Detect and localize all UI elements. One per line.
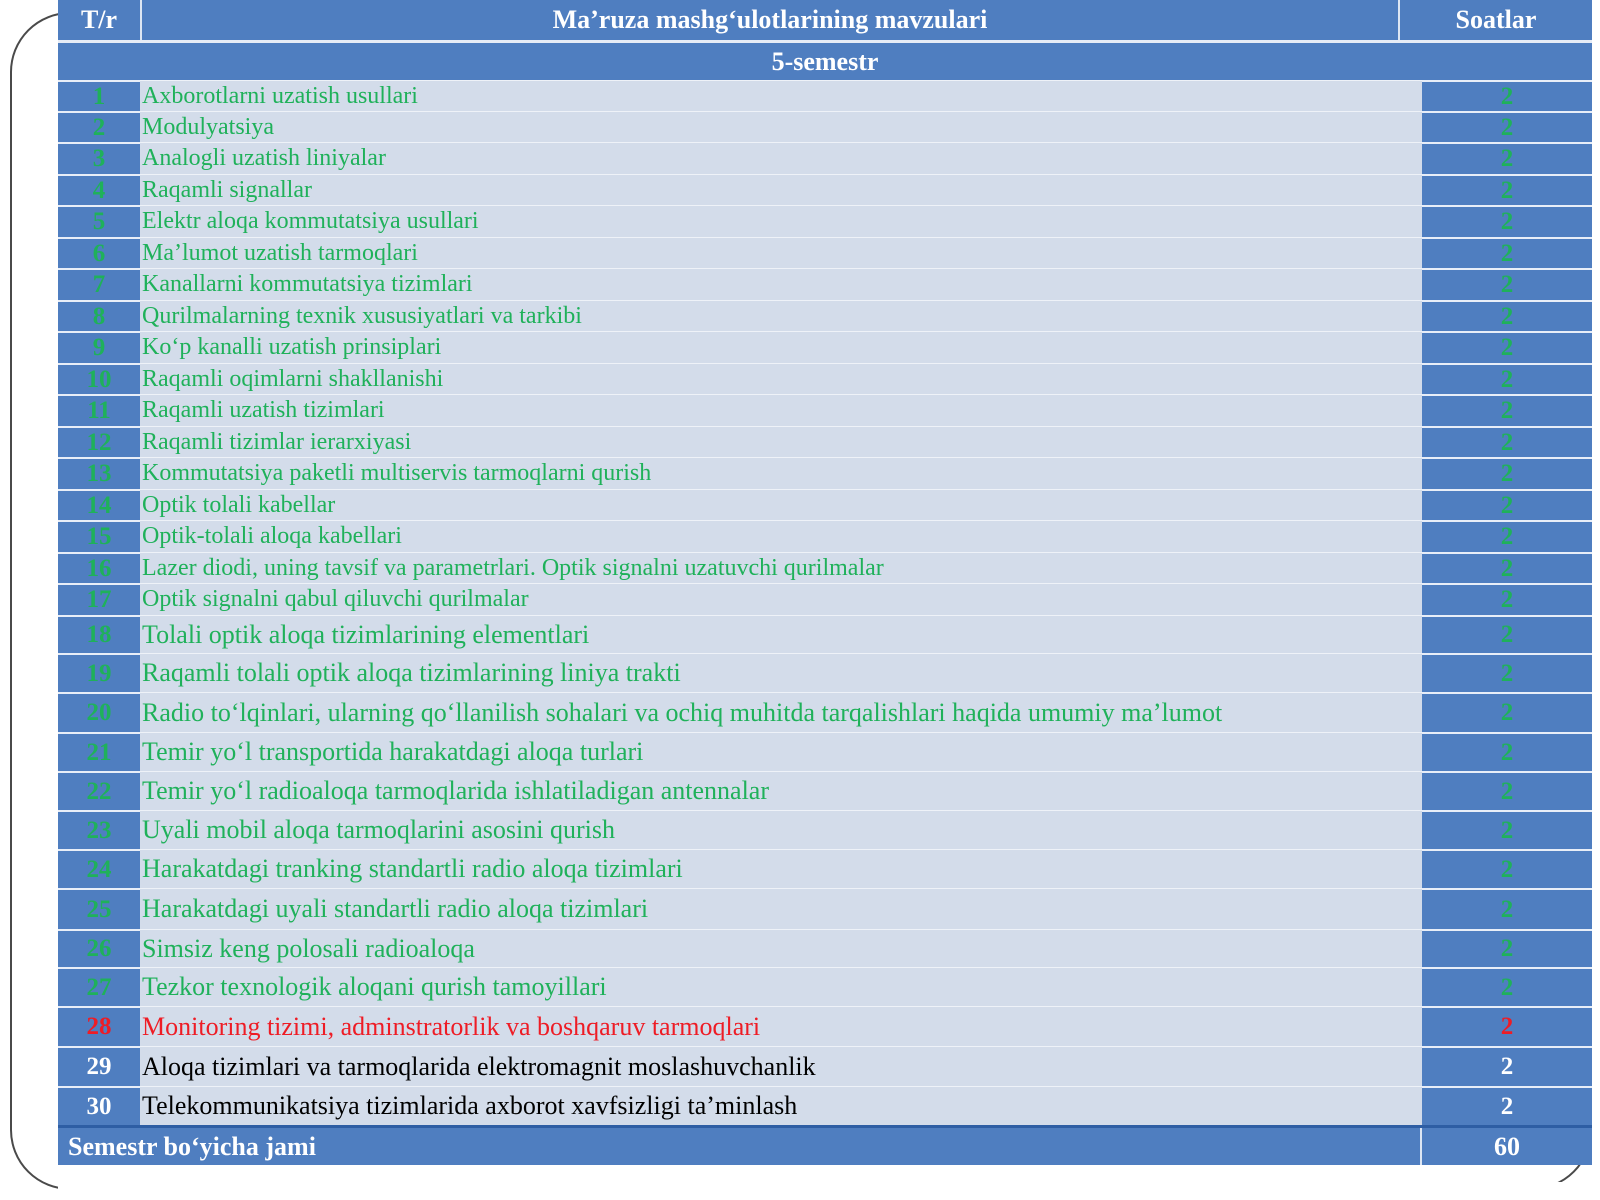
row-hours: 2: [1422, 331, 1592, 363]
row-gap: [1410, 426, 1422, 457]
row-number: 17: [58, 583, 140, 615]
row-gap: [1410, 331, 1422, 363]
row-topic: Optik signalni qabul qiluvchi qurilmalar: [140, 583, 1410, 615]
table-row: [58, 363, 1592, 394]
row-topic: Uyali mobil aloqa tarmoqlarini asosini qurish: [140, 810, 1410, 849]
row-gap: [1410, 615, 1422, 653]
row-gap: [1410, 142, 1422, 174]
row-topic: Optik tolali kabellar: [140, 489, 1410, 520]
row-hours: 2: [1422, 300, 1592, 331]
row-topic: Telekommunikatsiya tizimlarida axborot xavfsizligi ta’minlash: [140, 1086, 1410, 1125]
row-topic: Monitoring tizimi, adminstratorlik va boshqaruv tarmoqlari: [140, 1006, 1410, 1046]
row-number: 1: [58, 80, 140, 111]
row-hours: 2: [1422, 1006, 1592, 1046]
row-number: 14: [58, 489, 140, 520]
table-row: [58, 653, 1592, 692]
row-gap: [1410, 888, 1422, 929]
row-hours: 2: [1422, 268, 1592, 300]
row-gap: [1410, 111, 1422, 142]
row-topic: Kommutatsiya paketli multiservis tarmoqlarni qurish: [140, 457, 1410, 489]
row-hours: 2: [1422, 142, 1592, 174]
row-number: 3: [58, 142, 140, 174]
row-number: 19: [58, 653, 140, 692]
row-hours: 2: [1422, 363, 1592, 394]
row-gap: [1410, 457, 1422, 489]
semester-row: 5-semestr: [58, 40, 1592, 80]
row-number: 6: [58, 237, 140, 268]
table-row: [58, 80, 1592, 111]
row-hours: 2: [1422, 394, 1592, 426]
row-number: 12: [58, 426, 140, 457]
total-label: Semestr bo‘yicha jami: [58, 1128, 1422, 1165]
row-hours: 2: [1422, 732, 1592, 771]
row-hours: 2: [1422, 80, 1592, 111]
row-number: 10: [58, 363, 140, 394]
row-gap: [1410, 732, 1422, 771]
row-number: 20: [58, 692, 140, 732]
row-hours: 2: [1422, 520, 1592, 552]
row-hours: 2: [1422, 111, 1592, 142]
table-row: [58, 771, 1592, 810]
row-topic: Tezkor texnologik aloqani qurish tamoyillari: [140, 967, 1410, 1006]
row-gap: [1410, 1046, 1422, 1086]
table-row: [58, 1046, 1592, 1086]
row-topic: Analogli uzatish liniyalar: [140, 142, 1410, 174]
row-hours: 2: [1422, 1046, 1592, 1086]
header-num: T/r: [58, 0, 142, 40]
row-number: 15: [58, 520, 140, 552]
row-number: 22: [58, 771, 140, 810]
total-hours: 60: [1494, 1131, 1520, 1161]
row-topic: Simsiz keng polosali radioaloqa: [140, 929, 1410, 967]
table-row: [58, 929, 1592, 967]
row-gap: [1410, 967, 1422, 1006]
row-number: 13: [58, 457, 140, 489]
lecture-topics-table: [58, 0, 1592, 1165]
row-topic: Radio to‘lqinlari, ularning qo‘llanilish sohalari va ochiq muhitda tarqalishlari haqida umumiy ma’lumot: [140, 692, 1410, 732]
row-number: 24: [58, 849, 140, 888]
row-number: 11: [58, 394, 140, 426]
row-topic: Aloqa tizimlari va tarmoqlarida elektromagnit moslashuvchanlik: [140, 1046, 1410, 1086]
table-row: [58, 174, 1592, 205]
header-hours: Soatlar: [1455, 5, 1537, 34]
row-gap: [1410, 1086, 1422, 1125]
row-number: 30: [58, 1086, 140, 1125]
row-gap: [1410, 363, 1422, 394]
row-topic: Raqamli oqimlarni shakllanishi: [140, 363, 1410, 394]
row-gap: [1410, 394, 1422, 426]
row-number: 7: [58, 268, 140, 300]
row-hours: 2: [1422, 489, 1592, 520]
table-row: [58, 849, 1592, 888]
row-gap: [1410, 653, 1422, 692]
row-topic: Harakatdagi tranking standartli radio aloqa tizimlari: [140, 849, 1410, 888]
row-number: 29: [58, 1046, 140, 1086]
row-number: 28: [58, 1006, 140, 1046]
row-topic: Raqamli tolali optik aloqa tizimlarining liniya trakti: [140, 653, 1410, 692]
row-topic: Lazer diodi, uning tavsif va parametrlari. Optik signalni uzatuvchi qurilmalar: [140, 552, 1410, 583]
row-hours: 2: [1422, 692, 1592, 732]
row-topic: Optik-tolali aloqa kabellari: [140, 520, 1410, 552]
table-header: [58, 0, 1592, 40]
table-row: [58, 205, 1592, 237]
row-gap: [1410, 810, 1422, 849]
row-hours: 2: [1422, 552, 1592, 583]
table-row: [58, 583, 1592, 615]
row-gap: [1410, 552, 1422, 583]
row-topic: Qurilmalarning texnik xususiyatlari va tarkibi: [140, 300, 1410, 331]
table-row: [58, 810, 1592, 849]
table-row: [58, 142, 1592, 174]
table-row: [58, 552, 1592, 583]
table-row: [58, 1086, 1592, 1125]
table-row: [58, 111, 1592, 142]
row-gap: [1410, 692, 1422, 732]
table-row: [58, 692, 1592, 732]
table-body: [58, 80, 1592, 1125]
row-gap: [1410, 268, 1422, 300]
total-row: [58, 1125, 1592, 1165]
row-topic: Axborotlarni uzatish usullari: [140, 80, 1410, 111]
row-hours: 2: [1422, 929, 1592, 967]
row-topic: Raqamli uzatish tizimlari: [140, 394, 1410, 426]
row-topic: Elektr aloqa kommutatsiya usullari: [140, 205, 1410, 237]
row-hours: 2: [1422, 967, 1592, 1006]
row-topic: Tolali optik aloqa tizimlarining elementlari: [140, 615, 1410, 653]
row-gap: [1410, 583, 1422, 615]
row-topic: Harakatdagi uyali standartli radio aloqa tizimlari: [140, 888, 1410, 929]
row-hours: 2: [1422, 426, 1592, 457]
row-number: 8: [58, 300, 140, 331]
row-topic: Raqamli signallar: [140, 174, 1410, 205]
row-gap: [1410, 205, 1422, 237]
row-gap: [1410, 929, 1422, 967]
row-number: 18: [58, 615, 140, 653]
row-number: 4: [58, 174, 140, 205]
row-hours: 2: [1422, 810, 1592, 849]
row-hours: 2: [1422, 583, 1592, 615]
row-gap: [1410, 80, 1422, 111]
row-gap: [1410, 771, 1422, 810]
row-hours: 2: [1422, 237, 1592, 268]
table-row: [58, 1006, 1592, 1046]
row-hours: 2: [1422, 457, 1592, 489]
table-row: [58, 732, 1592, 771]
row-number: 25: [58, 888, 140, 929]
row-number: 27: [58, 967, 140, 1006]
row-topic: Ko‘p kanalli uzatish prinsiplari: [140, 331, 1410, 363]
row-gap: [1410, 849, 1422, 888]
table-row: [58, 268, 1592, 300]
row-hours: 2: [1422, 1086, 1592, 1125]
row-number: 2: [58, 111, 140, 142]
row-number: 16: [58, 552, 140, 583]
table-row: [58, 394, 1592, 426]
table-row: [58, 237, 1592, 268]
row-hours: 2: [1422, 849, 1592, 888]
row-hours: 2: [1422, 205, 1592, 237]
row-number: 21: [58, 732, 140, 771]
row-hours: 2: [1422, 771, 1592, 810]
table-row: [58, 300, 1592, 331]
row-topic: Temir yo‘l radioaloqa tarmoqlarida ishlatiladigan antennalar: [140, 771, 1410, 810]
row-hours: 2: [1422, 174, 1592, 205]
row-number: 23: [58, 810, 140, 849]
row-topic: Ma’lumot uzatish tarmoqlari: [140, 237, 1410, 268]
row-gap: [1410, 174, 1422, 205]
table-row: [58, 331, 1592, 363]
row-number: 26: [58, 929, 140, 967]
row-gap: [1410, 237, 1422, 268]
row-gap: [1410, 300, 1422, 331]
row-topic: Modulyatsiya: [140, 111, 1410, 142]
table-row: [58, 615, 1592, 653]
table-row: [58, 967, 1592, 1006]
row-gap: [1410, 520, 1422, 552]
row-number: 9: [58, 331, 140, 363]
table-row: [58, 489, 1592, 520]
row-number: 5: [58, 205, 140, 237]
table-row: [58, 520, 1592, 552]
row-topic: Raqamli tizimlar ierarxiyasi: [140, 426, 1410, 457]
row-hours: 2: [1422, 615, 1592, 653]
header-topic: Ma’ruza mashg‘ulotlarining mavzulari: [142, 0, 1400, 40]
frame-mask: [58, 1182, 1592, 1196]
row-topic: Kanallarni kommutatsiya tizimlari: [140, 268, 1410, 300]
table-row: [58, 888, 1592, 929]
row-topic: Temir yo‘l transportida harakatdagi aloqa turlari: [140, 732, 1410, 771]
row-gap: [1410, 1006, 1422, 1046]
row-hours: 2: [1422, 653, 1592, 692]
table-row: [58, 457, 1592, 489]
table-row: [58, 426, 1592, 457]
row-gap: [1410, 489, 1422, 520]
row-hours: 2: [1422, 888, 1592, 929]
